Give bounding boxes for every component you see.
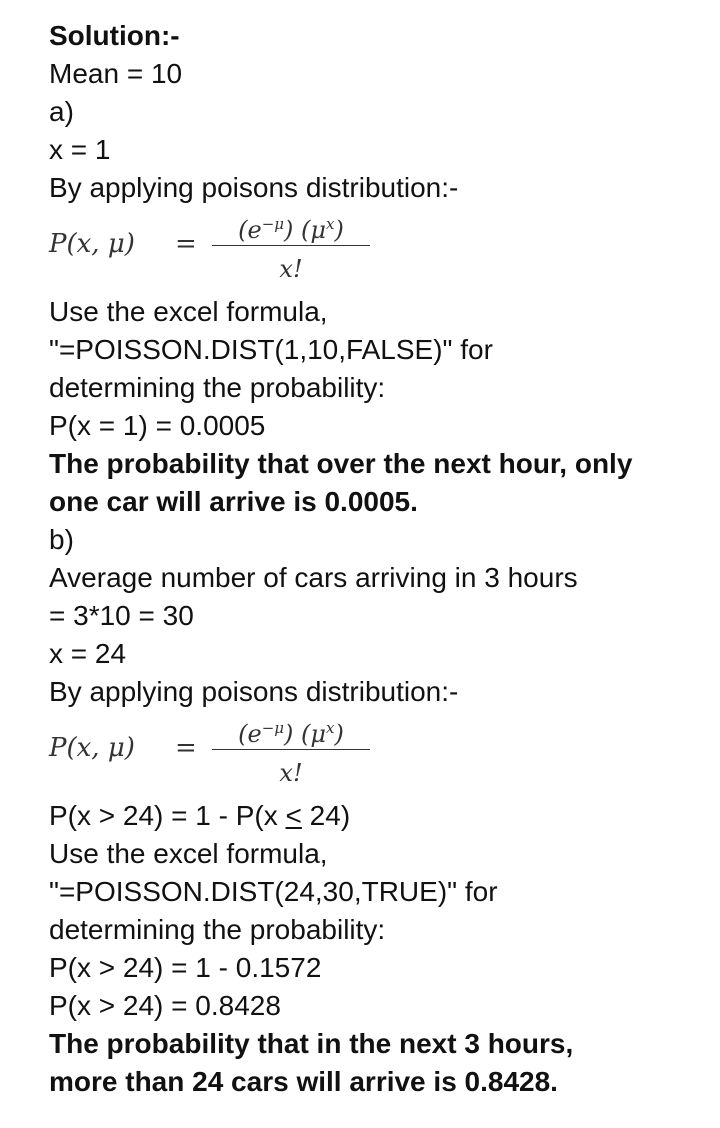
formula-fraction-bar — [212, 245, 370, 246]
part-a-conclusion-line-2: one car will arrive is 0.0005. — [49, 486, 418, 517]
part-b-conclusion-line-2: more than 24 cars will arrive is 0.8428. — [49, 1066, 558, 1097]
part-b-complement-line: P(x > 24) = 1 - P(x < 24) — [49, 800, 351, 831]
part-a-label: a) — [49, 96, 74, 127]
mean-line: Mean = 10 — [49, 58, 183, 89]
formula-fraction — [212, 207, 370, 286]
solution-document — [49, 0, 709, 1101]
part-b-excel-intro: Use the excel formula, — [49, 838, 328, 869]
part-b-conclusion-line-1: The probability that in the next 3 hours, — [49, 1028, 574, 1059]
formula-denominator: x! — [279, 759, 303, 787]
part-b-average-line-2: = 3*10 = 30 — [49, 600, 194, 631]
formula-fraction-bar — [212, 749, 370, 750]
formula-fraction — [212, 711, 370, 790]
part-b-applying-text: By applying poisons distribution:- — [49, 676, 459, 707]
part-a-excel-formula: "=POISSON.DIST(1,10,FALSE)" for — [49, 334, 493, 365]
less-equal-symbol: < — [285, 800, 302, 831]
part-a-result: P(x = 1) = 0.0005 — [49, 410, 266, 441]
part-b-step: P(x > 24) = 1 - 0.1572 — [49, 952, 322, 983]
formula-numerator: $(e^{-\mu})$ $(\mu^x)$ — [238, 215, 344, 244]
formula-equals: = — [175, 229, 197, 259]
formula-lhs: P(x, μ) — [49, 733, 135, 763]
formula-denominator: x! — [279, 255, 303, 283]
part-b-determining-text: determining the probability: — [49, 914, 386, 945]
part-a-applying-text: By applying poisons distribution:- — [49, 172, 459, 203]
formula-lhs: P(x, μ) — [49, 229, 135, 259]
solution-heading: Solution:- — [49, 20, 180, 51]
part-b-average-line-1: Average number of cars arriving in 3 hours — [49, 562, 578, 593]
formula-numerator: $(e^{-\mu})$ $(\mu^x)$ — [238, 719, 344, 748]
formula-equals: = — [175, 733, 197, 763]
part-a-poisson-formula — [49, 207, 709, 293]
part-b-label: b) — [49, 524, 74, 555]
part-a-excel-intro: Use the excel formula, — [49, 296, 328, 327]
part-a-conclusion-line-1: The probability that over the next hour, only — [49, 448, 633, 479]
part-b-x-value: x = 24 — [49, 638, 127, 669]
part-a-x-value: x = 1 — [49, 134, 111, 165]
part-a-determining-text: determining the probability: — [49, 372, 386, 403]
part-b-result: P(x > 24) = 0.8428 — [49, 990, 281, 1021]
part-b-excel-formula: "=POISSON.DIST(24,30,TRUE)" for — [49, 876, 498, 907]
part-b-poisson-formula — [49, 711, 709, 797]
